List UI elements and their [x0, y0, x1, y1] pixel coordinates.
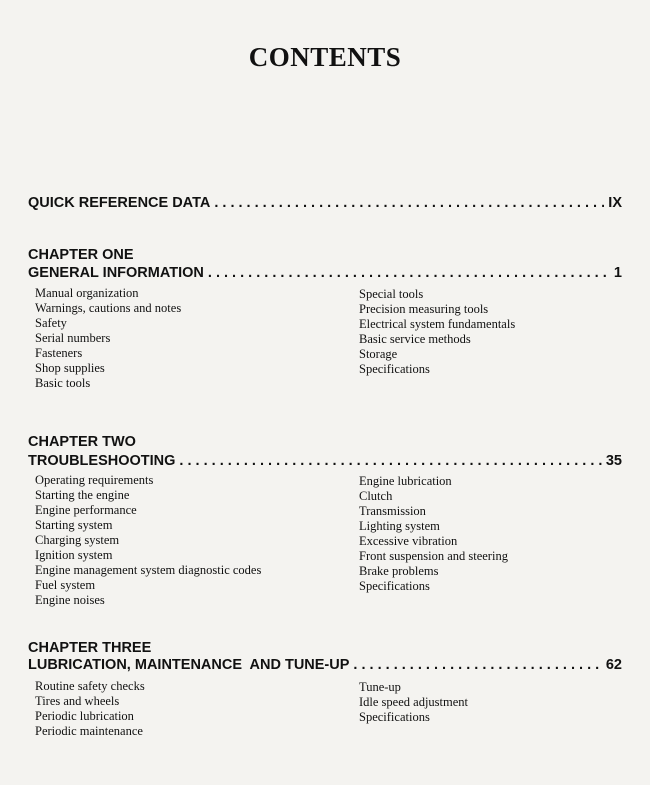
toc-entry-chapter-two[interactable] — [28, 453, 622, 469]
section-item[interactable]: Tune-up — [359, 680, 401, 694]
section-item[interactable]: Shop supplies — [35, 361, 105, 375]
section-list-left — [35, 679, 145, 739]
chapter-heading: CHAPTER THREE — [28, 640, 152, 656]
section-item[interactable]: Fasteners — [35, 346, 83, 360]
section-item[interactable]: Starting system — [35, 518, 113, 532]
section-item[interactable]: Engine performance — [35, 503, 137, 517]
toc-entry-page: 62 — [605, 657, 622, 673]
toc-entry-page: 1 — [613, 265, 622, 281]
section-item[interactable]: Engine lubrication — [359, 474, 452, 488]
dot-leader — [208, 265, 610, 281]
toc-entry-page: 35 — [605, 453, 622, 469]
toc-entry-chapter-three[interactable] — [28, 657, 622, 673]
section-item[interactable]: Operating requirements — [35, 473, 154, 487]
section-item[interactable]: Electrical system fundamentals — [359, 317, 516, 331]
section-item[interactable]: Specifications — [359, 362, 430, 376]
section-list-left — [35, 286, 181, 391]
section-item[interactable]: Precision measuring tools — [359, 302, 489, 316]
section-item[interactable]: Manual organization — [35, 286, 139, 300]
toc-entry-quick-reference[interactable] — [28, 195, 622, 211]
section-item[interactable]: Starting the engine — [35, 488, 130, 502]
dot-leader — [214, 195, 604, 211]
section-item[interactable]: Serial numbers — [35, 331, 111, 345]
section-item[interactable]: Transmission — [359, 504, 426, 518]
section-list-right — [359, 680, 468, 725]
section-item[interactable]: Idle speed adjustment — [359, 695, 468, 709]
section-item[interactable]: Routine safety checks — [35, 679, 145, 693]
section-item[interactable]: Engine management system diagnostic codes — [35, 563, 262, 577]
section-item[interactable]: Lighting system — [359, 519, 440, 533]
chapter-heading: CHAPTER ONE — [28, 247, 134, 263]
section-item[interactable]: Tires and wheels — [35, 694, 120, 708]
section-item[interactable]: Periodic maintenance — [35, 724, 143, 738]
section-item[interactable]: Clutch — [359, 489, 393, 503]
section-item[interactable]: Charging system — [35, 533, 120, 547]
section-item[interactable]: Ignition system — [35, 548, 113, 562]
section-item[interactable]: Engine noises — [35, 593, 105, 607]
toc-entry-label: LUBRICATION, MAINTENANCE AND TUNE-UP — [28, 657, 350, 673]
section-item[interactable]: Special tools — [359, 287, 424, 301]
section-item[interactable]: Specifications — [359, 579, 430, 593]
section-item[interactable]: Safety — [35, 316, 67, 330]
dot-leader — [179, 453, 601, 469]
section-list-left — [35, 473, 261, 608]
section-item[interactable]: Periodic lubrication — [35, 709, 134, 723]
section-item[interactable]: Basic tools — [35, 376, 91, 390]
toc-entry-chapter-one[interactable] — [28, 265, 622, 281]
section-item[interactable]: Basic service methods — [359, 332, 471, 346]
toc-entry-label: GENERAL INFORMATION — [28, 265, 204, 281]
section-item[interactable]: Excessive vibration — [359, 534, 458, 548]
dot-leader — [353, 657, 601, 673]
section-item[interactable]: Storage — [359, 347, 398, 361]
section-item[interactable]: Specifications — [359, 710, 430, 724]
toc-entry-label: QUICK REFERENCE DATA — [28, 195, 211, 211]
chapter-heading: CHAPTER TWO — [28, 434, 136, 450]
section-item[interactable]: Fuel system — [35, 578, 96, 592]
toc-entry-page: IX — [608, 195, 622, 211]
section-item[interactable]: Warnings, cautions and notes — [35, 301, 182, 315]
toc-entry-label: TROUBLESHOOTING — [28, 453, 176, 469]
section-item[interactable]: Brake problems — [359, 564, 439, 578]
section-list-right — [359, 474, 508, 594]
section-list-right — [359, 287, 515, 377]
section-item[interactable]: Front suspension and steering — [359, 549, 508, 563]
page-title: CONTENTS — [248, 42, 402, 72]
